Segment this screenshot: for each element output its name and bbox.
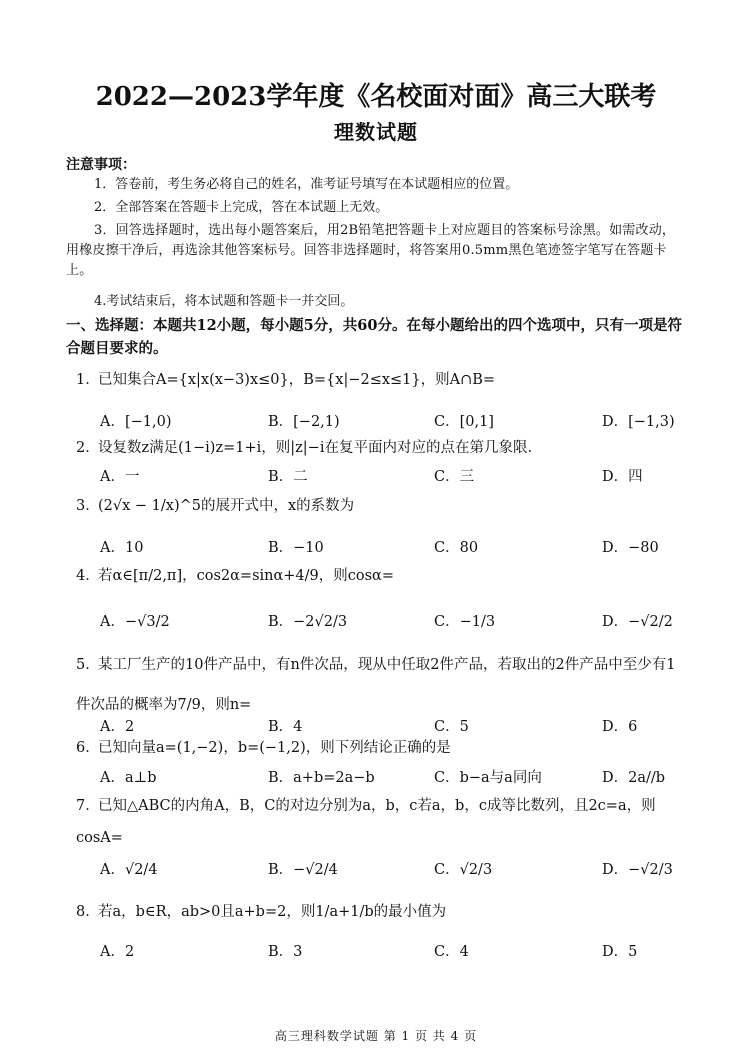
page-subtitle: 理数试题 xyxy=(334,120,418,144)
notice-item: 2．全部答案在答题卡上完成，答在本试题上无效。 xyxy=(94,200,389,215)
option-b: B．二 xyxy=(268,469,308,485)
option-d: D．5 xyxy=(602,944,638,960)
option-d: D．2a//b xyxy=(602,770,666,786)
page-footer: 高三理科数学试题 第 1 页 共 4 页 xyxy=(274,1029,478,1043)
option-c: C．b−a与a同向 xyxy=(434,770,542,786)
question-number: 1． xyxy=(76,372,100,388)
question-7 xyxy=(76,790,688,854)
option-b: B．−10 xyxy=(268,540,324,556)
option-c: C．4 xyxy=(434,944,469,960)
question-number: 5． xyxy=(76,657,100,673)
option-c: C．[0,1] xyxy=(434,414,494,430)
question-number: 3． xyxy=(76,498,100,514)
option-b: B．a+b=2a−b xyxy=(268,770,375,786)
question-stem: 若α∈[π/2,π]，cos2α=sinα+4/9，则cosα= xyxy=(98,568,395,584)
option-a: A．10 xyxy=(100,540,144,556)
option-b: B．[−2,1) xyxy=(268,414,340,430)
question-2 xyxy=(76,438,688,458)
question-number: 2． xyxy=(76,440,100,456)
question-4 xyxy=(76,566,688,586)
notice-item: 1．答卷前，考生务必将自己的姓名，准考证号填写在本试题相应的位置。 xyxy=(94,177,519,192)
notice-item: 3．回答选择题时，选出每小题答案后，用2B铅笔把答题卡上对应题目的答案标号涂黑。如需改动，用橡皮擦干净后，再选涂其他答案标号。回答非选择题时，将答案用0.5mm黑色笔迹签字笔写在答题卡上。 xyxy=(66,223,676,278)
page-title: 2022—2023学年度《名校面对面》高三大联考 xyxy=(95,82,657,112)
question-stem: (2√x − 1/x)^5的展开式中，x的系数为 xyxy=(98,498,355,514)
option-a: A．一 xyxy=(100,469,140,485)
option-d: D．[−1,3) xyxy=(602,414,675,430)
question-1 xyxy=(76,370,688,390)
notice-item: 4.考试结束后，将本试题和答题卡一并交回。 xyxy=(94,294,354,309)
option-d: D．−√2/3 xyxy=(602,862,673,878)
notice-heading: 注意事项： xyxy=(66,157,136,173)
option-b: B．4 xyxy=(268,719,303,735)
option-c: C．三 xyxy=(434,469,475,485)
question-number: 6． xyxy=(76,740,100,756)
question-stem: 若a，b∈R，ab>0且a+b=2，则1/a+1/b的最小值为 xyxy=(98,904,447,920)
option-d: D．−√2/2 xyxy=(602,614,673,630)
section-heading: 一、选择题：本题共12小题，每小题5分，共60分。在每小题给出的四个选项中，只有一项是符合题目要求的。 xyxy=(66,317,682,357)
question-stem: 已知△ABC的内角A，B，C的对边分别为a，b，c若a，b，c成等比数列，且2c=a，则cosA= xyxy=(76,798,656,846)
question-8 xyxy=(76,902,688,922)
option-b: B．−2√2/3 xyxy=(268,614,348,630)
question-stem: 已知集合A={x|x(x−3)x≤0}，B={x|−2≤x≤1}，则A∩B= xyxy=(98,372,496,388)
option-c: C．5 xyxy=(434,719,469,735)
option-a: A．a⊥b xyxy=(100,770,157,786)
option-b: B．−√2/4 xyxy=(268,862,338,878)
question-stem: 已知向量a=(1,−2)，b=(−1,2)，则下列结论正确的是 xyxy=(98,740,451,756)
question-number: 7． xyxy=(76,798,100,814)
option-d: D．四 xyxy=(602,469,643,485)
option-d: D．6 xyxy=(602,719,638,735)
question-3 xyxy=(76,496,688,516)
option-a: A．√2/4 xyxy=(100,862,158,878)
question-6 xyxy=(76,738,688,758)
option-b: B．3 xyxy=(268,944,303,960)
option-c: C．−1/3 xyxy=(434,614,496,630)
question-number: 4． xyxy=(76,568,100,584)
option-c: C．√2/3 xyxy=(434,862,493,878)
option-a: A．[−1,0) xyxy=(100,414,172,430)
question-stem: 某工厂生产的10件产品中，有n件次品，现从中任取2件产品，若取出的2件产品中至少有1件次品的概率为7/9，则n= xyxy=(76,657,676,713)
option-d: D．−80 xyxy=(602,540,659,556)
question-number: 8． xyxy=(76,904,100,920)
option-a: A．2 xyxy=(100,944,135,960)
option-a: A．−√3/2 xyxy=(100,614,170,630)
question-stem: 设复数z满足(1−i)z=1+i，则|z|−i在复平面内对应的点在第几象限. xyxy=(98,440,533,456)
question-5 xyxy=(76,645,688,725)
option-a: A．2 xyxy=(100,719,135,735)
option-c: C．80 xyxy=(434,540,479,556)
